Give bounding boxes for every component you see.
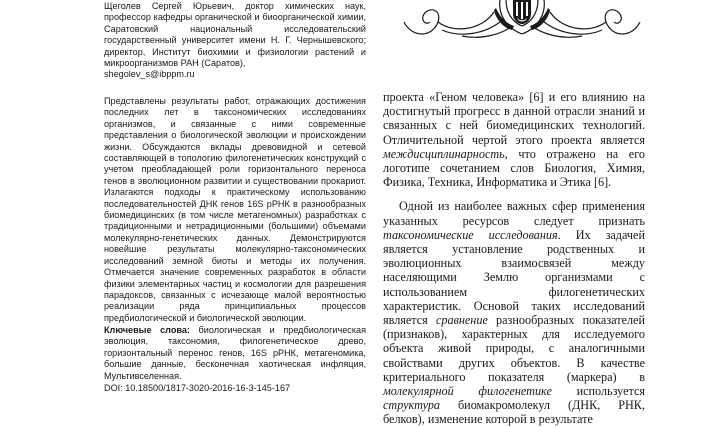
right-column xyxy=(383,90,645,427)
body-paragraph: проекта «Геном человека» [6] и его влиянию на достигнутый прогресс в данной отрасли знаний и связанных с ней биомедицинских технологий. Отличительной чертой этого проекта является междисциплинарность, что отражено на его логотипе сочетанием слов Биология, Химия, Физика, Техника, Информатика и Этика [6]. xyxy=(383,90,645,190)
doi[interactable]: DOI: 10.18500/1817-3020-2016-16-3-145-167 xyxy=(104,383,291,393)
body-paragraph: Одной из наиболее важных сфер применения указанных ресурсов следует признать таксономические исследования. Их задачей является установление родственных и эволюционных взаимосвязей между населяющими Землю организмами с использованием филогенетических характеристик. Основой таких исследований является сравнение разнообразных показателей (признаков), характерных для исследуемого объекта живой природы, с аналогичными свойствами других объектов. В качестве критериального показателя (маркера) в молекулярной филогенетике используется структура биомакромолекул (ДНК, РНК, белков), изменение которой в результате xyxy=(383,199,646,427)
keywords xyxy=(104,325,366,382)
author-email[interactable]: shegolev_s@ibppm.ru xyxy=(104,69,195,80)
abstract xyxy=(104,96,366,324)
keywords-label: Ключевые слова: xyxy=(104,325,190,335)
abstract-text: Представлены результаты работ, отражающих достижения последних лет в таксономических исследованиях организмов, и связанные с ними современные представления о биологической эволюции и происхождении жизни. Обсуждаются вклады древовидной и сетевой составляющей в топологию филогенетических конструкций с учетом преобладающей роли горизонтального переноса генов в эволюционном развитии и существовании прокариот. Излагаются подходы к практическому использованию последовательностей ДНК генов 16S рРНК в разнообразных биомедицинских (в том числе метагеномных) разработках с традиционными и нетрадиционными (большими) объемами молекулярно-генетических данных. Демонстрируются новейшие результаты молекулярно-таксономических исследований земной биоты и методы их получения. Отмечается значение современных разработок в области физики элементарных частиц и космологии для разрешения парадоксов, связанных с исчезающе малой вероятностью реализации ряда принципиальных процессов предбиологической и биологической эволюции. xyxy=(104,96,366,323)
art-nouveau-ornament xyxy=(402,0,642,40)
keywords-text: биологическая и предбиологическая эволюция, таксономия, филогенетическое древо, горизонтальный перенос генов, 16S рРНК, метагеномика, большие данные, бесконечная хаотическая инфляция, Мультивселенная. xyxy=(104,325,366,381)
author-affiliation: Щеголев Сергей Юрьевич, доктор химических наук, профессор кафедры органической и биоорганической химии, Саратовский национальный исследовательский государственный университет имени Н. Г. Чернышевского; директор, Институт биохимии и физиологии растений и микроорганизмов РАН (Саратов), xyxy=(104,1,366,69)
author-info xyxy=(104,1,366,81)
